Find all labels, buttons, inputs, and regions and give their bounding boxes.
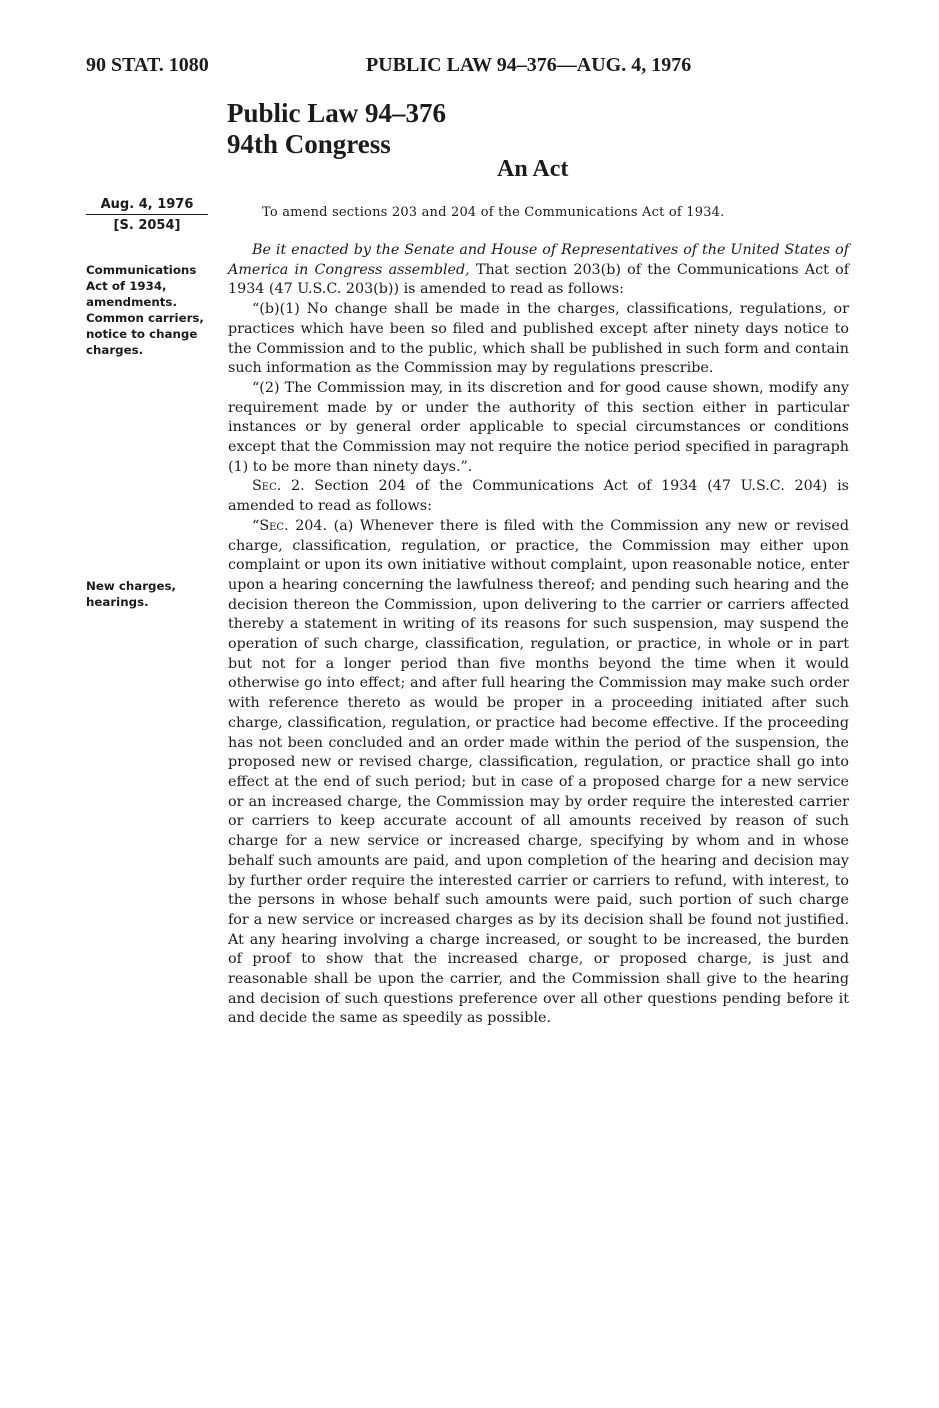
- section-204-text: 204. (a) Whenever there is filed with the Commission any new or revised charge, classification, regulation, or practice, the Commission may either upon complaint or upon its own initiative without complaint, upon reasonable notice, enter upon a hearing concerning the lawfulness thereof; and pending such hearing and the decision thereon the Commission, upon delivering to the carrier or carriers affected thereby a statement in writing of its reasons for such suspension, may suspend the operation of such charge, classification, regulation, or practice, in whole or in part but not for a longer period than five months beyond the time when it would otherwise go into effect; and after full hearing the Commission may make such order with reference thereto as would be proper in a proceeding initiated after such charge, classification, regulation, or practice had become effective. If the proceeding has not been concluded and an order made within the period of the suspension, the proposed new or revised charge, classification, regulation, or practice shall go into effect at the end of such period; but in case of a proposed charge for a new service or an increased charge, the Commission may by order require the interested carrier or carriers to keep accurate account of all amounts received by reason of such charge for a new service or increased charge, specifying by whom and in whose behalf such amounts are paid, and upon completion of the hearing and decision may by further order require the interested carrier or carriers to refund, with interest, to the persons in whose behalf such amounts were paid, such portion of such charge for a new service or increased charges as by its decision shall be found not justified. At any hearing involving a charge increased, or sought to be increased, the burden of proof to show that the increased charge, or proposed charge, is just and reasonable shall be upon the carrier, and the Commission shall give to the hearing and decision of such questions preference over all other questions pending before it and decide the same as speedily as possible.: [228, 517, 849, 1027]
- section-204-label: Sec.: [259, 517, 289, 534]
- section-2-text: 2. Section 204 of the Communications Act of 1934 (47 U.S.C. 204) is amended to read as follows:: [228, 478, 849, 515]
- margin-note-line: Common carriers,: [86, 311, 204, 325]
- bill-number: [S. 2054]: [113, 218, 181, 233]
- section-2-label: Sec.: [252, 478, 282, 495]
- running-head-title: PUBLIC LAW 94–376—AUG. 4, 1976: [366, 54, 692, 76]
- enacting-clause: [228, 241, 849, 300]
- enacting-clause-italic: Be it enacted by the Senate and House of Representatives of the United States of America in Congress assembled,: [228, 242, 849, 278]
- paragraph-b2: “(2) The Commission may, in its discretion and for good cause shown, modify any requirement made by or under the authority of this section either in particular instances or by general order applicable to special circumstances or conditions except that the Commission may not require the notice period specified in paragraph (1) to be more than ninety days.”.: [228, 379, 849, 475]
- act-body-text: [228, 241, 849, 1029]
- margin-note-line: hearings.: [86, 595, 149, 609]
- margin-note-line: charges.: [86, 343, 144, 357]
- margin-note-line: amendments.: [86, 295, 177, 309]
- margin-note-line: Communications: [86, 263, 197, 277]
- act-heading: An Act: [497, 156, 569, 182]
- law-title-block: [227, 98, 446, 160]
- enacting-clause-rest: That section 203(b) of the Communications Act of 1934 (47 U.S.C. 203(b)) is amended to read as follows:: [228, 261, 850, 298]
- margin-note-line: New charges,: [86, 579, 176, 593]
- act-purpose: To amend sections 203 and 204 of the Communications Act of 1934.: [262, 205, 725, 220]
- margin-note-new-charges: [86, 578, 214, 610]
- approval-date: Aug. 4, 1976: [86, 197, 208, 215]
- paragraph-b1: “(b)(1) No change shall be made in the charges, classifications, regulations, or practices which have been so filed and published except after ninety days notice to the Commission and to the public, which shall be published in such form and contain such information as the Commission may by regulations prescribe.: [228, 301, 849, 377]
- section-204: [228, 517, 849, 1029]
- margin-note-line: Act of 1934,: [86, 279, 167, 293]
- stat-page-number: 90 STAT. 1080: [86, 54, 209, 76]
- section-204-quote: “: [252, 517, 260, 534]
- public-law-number: Public Law 94–376: [227, 98, 447, 128]
- section-2: [228, 477, 849, 516]
- congress-number: 94th Congress: [227, 129, 391, 159]
- margin-note-communications: [86, 262, 214, 358]
- margin-note-line: notice to change: [86, 327, 198, 341]
- approval-date-box: [86, 197, 208, 233]
